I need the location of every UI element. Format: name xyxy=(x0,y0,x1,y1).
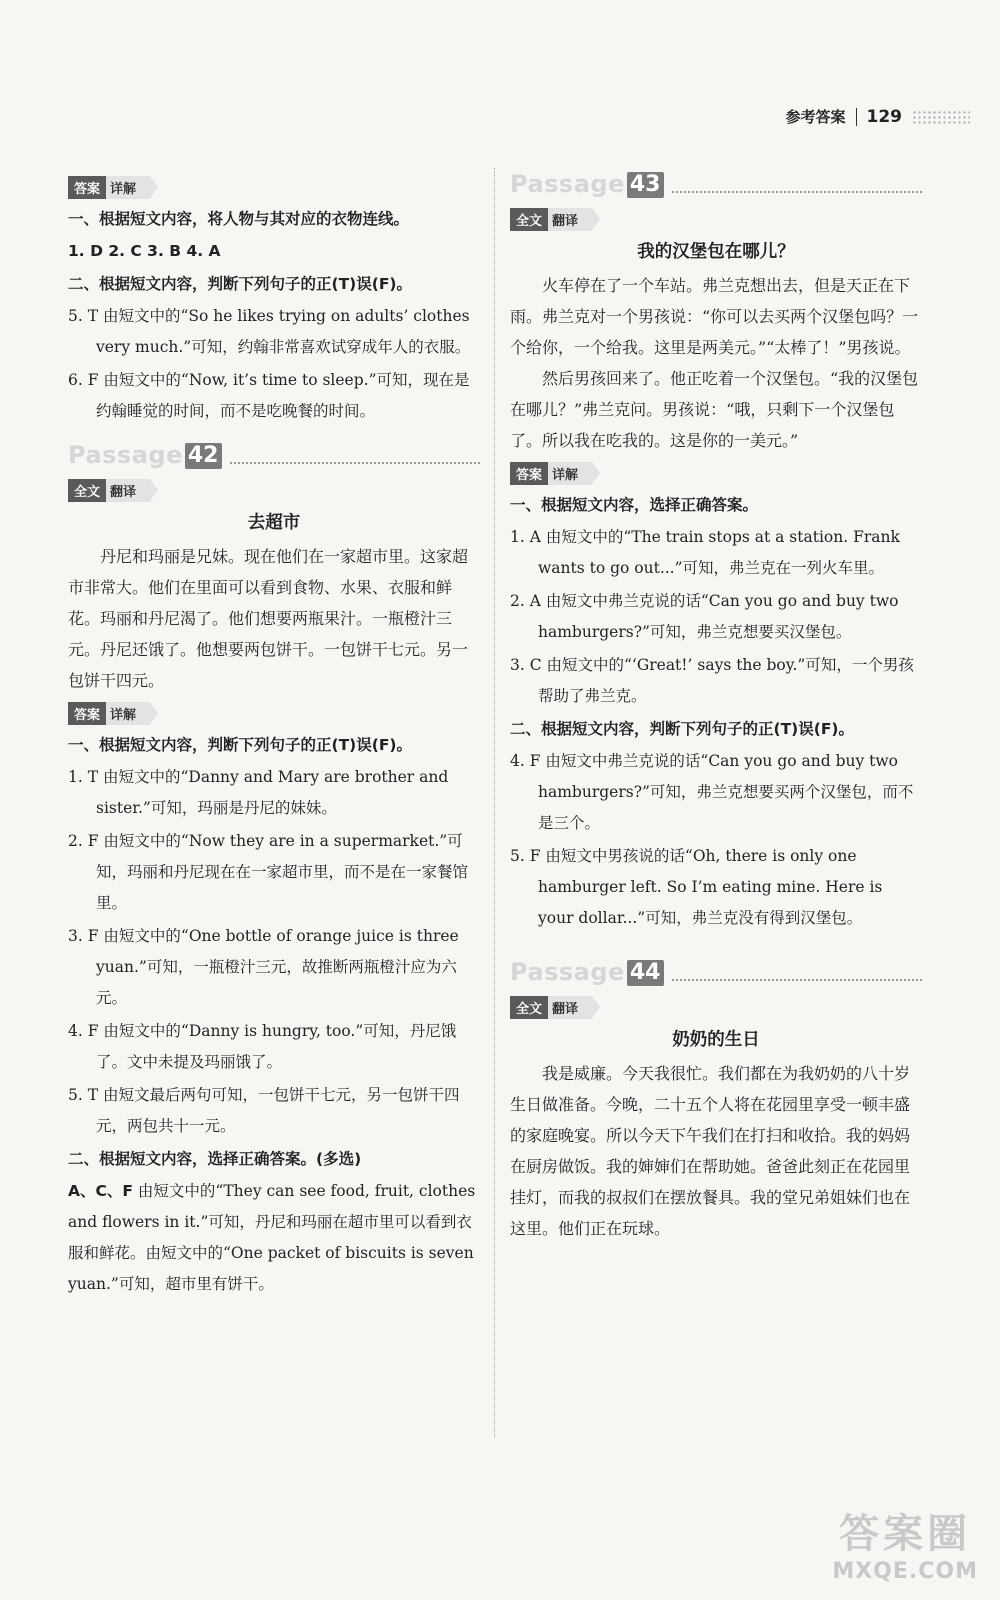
left-column xyxy=(68,170,480,1300)
translation-tag: 全文 翻译 xyxy=(68,479,150,501)
dot-pattern-decoration xyxy=(912,110,970,124)
answer-item: 2. A 由短文中弗兰克说的话“Can you go and buy two hamburgers?”可知，弗兰克想要买汉堡包。 xyxy=(510,592,899,641)
answer-item: 5. T 由短文中的“So he likes trying on adults’ clothes very much.”可知，约翰非常喜欢试穿成年人的衣服。 xyxy=(68,307,471,356)
section-heading: 一、根据短文内容，选择正确答案。 xyxy=(510,496,759,514)
answer-item: 1. T 由短文中的“Danny and Mary are brother and sister.”可知，玛丽是丹尼的妹妹。 xyxy=(68,768,449,817)
passage-header: Passage 42 xyxy=(68,441,480,469)
passage-text: 火车停在了一个车站。弗兰克想出去，但是天正在下雨。弗兰克对一个男孩说：“你可以去买两个汉堡包吗？一个给你，一个给我。这里是两美元。”“太棒了！”男孩说。 xyxy=(510,276,919,357)
answer-item: 3. C 由短文中的“‘Great!’ says the boy.”可知，一个男孩帮助了弗兰克。 xyxy=(510,656,914,705)
translation-tag: 全文 翻译 xyxy=(510,208,592,230)
answer-tag: 答案 详解 xyxy=(68,176,150,198)
column-divider xyxy=(494,168,495,1438)
passage-text: 丹尼和玛丽是兄妹。现在他们在一家超市里。这家超市非常大。他们在里面可以看到食物、水果、衣服和鲜花。玛丽和丹尼渴了。他们想要两瓶果汁。一瓶橙汁三元。丹尼还饿了。他想要两包饼干。一包饼干七元。另一包饼干四元。 xyxy=(68,547,469,690)
section-heading: 二、根据短文内容，选择正确答案。(多选) xyxy=(68,1150,362,1168)
passage-text: 然后男孩回来了。他正吃着一个汉堡包。“我的汉堡包在哪儿？”弗兰克问。男孩说：“哦，只剩下一个汉堡包了。所以我在吃我的。这是你的一美元。” xyxy=(510,369,919,450)
answer-item: 5. F 由短文中男孩说的话“Oh, there is only one hamburger left. So I’m eating mine. Here is your dollar...”可知，弗兰克没有得到汉堡包。 xyxy=(510,847,883,927)
answer-item: A、C、F 由短文中的“They can see food, fruit, clothes and flowers in it.”可知，丹尼和玛丽在超市里可以看到衣服和鲜花。由短文中的“One packet of biscuits is seven yuan.”可知，超市里有饼干。 xyxy=(68,1182,476,1293)
answer-item: 6. F 由短文中的“Now, it’s time to sleep.”可知，现在是约翰睡觉的时间，而不是吃晚餐的时间。 xyxy=(68,371,470,420)
passage-title: 奶奶的生日 xyxy=(672,1030,760,1050)
right-column xyxy=(510,170,922,1244)
answer-item: 4. F 由短文中的“Danny is hungry, too.”可知，丹尼饿了。文中未提及玛丽饿了。 xyxy=(68,1022,457,1071)
passage-number: 43 xyxy=(627,172,664,198)
passage-text: 我是威廉。今天我很忙。我们都在为我奶奶的八十岁生日做准备。今晚，二十五个人将在花园里享受一顿丰盛的家庭晚宴。所以今天下午我们在打扫和收拾。我的妈妈在厨房做饭。我的婶婶们在帮助她。爸爸此刻正在花园里挂灯，而我的叔叔们在摆放餐具。我的堂兄弟姐妹们也在这里。他们正在玩球。 xyxy=(510,1064,911,1238)
passage-header: Passage 44 xyxy=(510,958,922,986)
page-number: 129 xyxy=(866,106,902,127)
answer-tag: 答案 详解 xyxy=(510,462,592,484)
section-heading: 二、根据短文内容，判断下列句子的正(T)误(F)。 xyxy=(510,720,854,738)
watermark-logo: 答案圈 MXQE.COM xyxy=(832,1511,978,1584)
passage-number: 44 xyxy=(627,960,664,986)
section-heading: 一、根据短文内容，判断下列句子的正(T)误(F)。 xyxy=(68,736,412,754)
page-header xyxy=(785,106,970,127)
header-divider xyxy=(856,108,857,126)
translation-tag: 全文 翻译 xyxy=(510,996,592,1018)
passage-title: 我的汉堡包在哪儿？ xyxy=(637,242,795,262)
answer-item: 4. F 由短文中弗兰克说的话“Can you go and buy two hamburgers?”可知，弗兰克想要买两个汉堡包，而不是三个。 xyxy=(510,752,914,832)
passage-title: 去超市 xyxy=(247,513,301,533)
section-title: 参考答案 xyxy=(785,108,846,126)
answer-tag: 答案 详解 xyxy=(68,702,150,724)
section-heading: 二、根据短文内容，判断下列句子的正(T)误(F)。 xyxy=(68,275,412,293)
passage-number: 42 xyxy=(185,443,222,469)
answer-item: 3. F 由短文中的“One bottle of orange juice is three yuan.”可知，一瓶橙汁三元，故推断两瓶橙汁应为六元。 xyxy=(68,927,459,1007)
answer-item: 5. T 由短文最后两句可知，一包饼干七元，另一包饼干四元，两包共十一元。 xyxy=(68,1086,460,1135)
passage-header: Passage 43 xyxy=(510,170,922,198)
section-heading: 一、根据短文内容，将人物与其对应的衣物连线。 xyxy=(68,210,410,228)
answer-item: 1. A 由短文中的“The train stops at a station. Frank wants to go out...”可知，弗兰克在一列火车里。 xyxy=(510,528,900,577)
answer-item: 2. F 由短文中的“Now they are in a supermarket.”可知，玛丽和丹尼现在在一家超市里，而不是在一家餐馆里。 xyxy=(68,832,469,912)
answer-line: 1. D 2. C 3. B 4. A xyxy=(68,242,221,260)
